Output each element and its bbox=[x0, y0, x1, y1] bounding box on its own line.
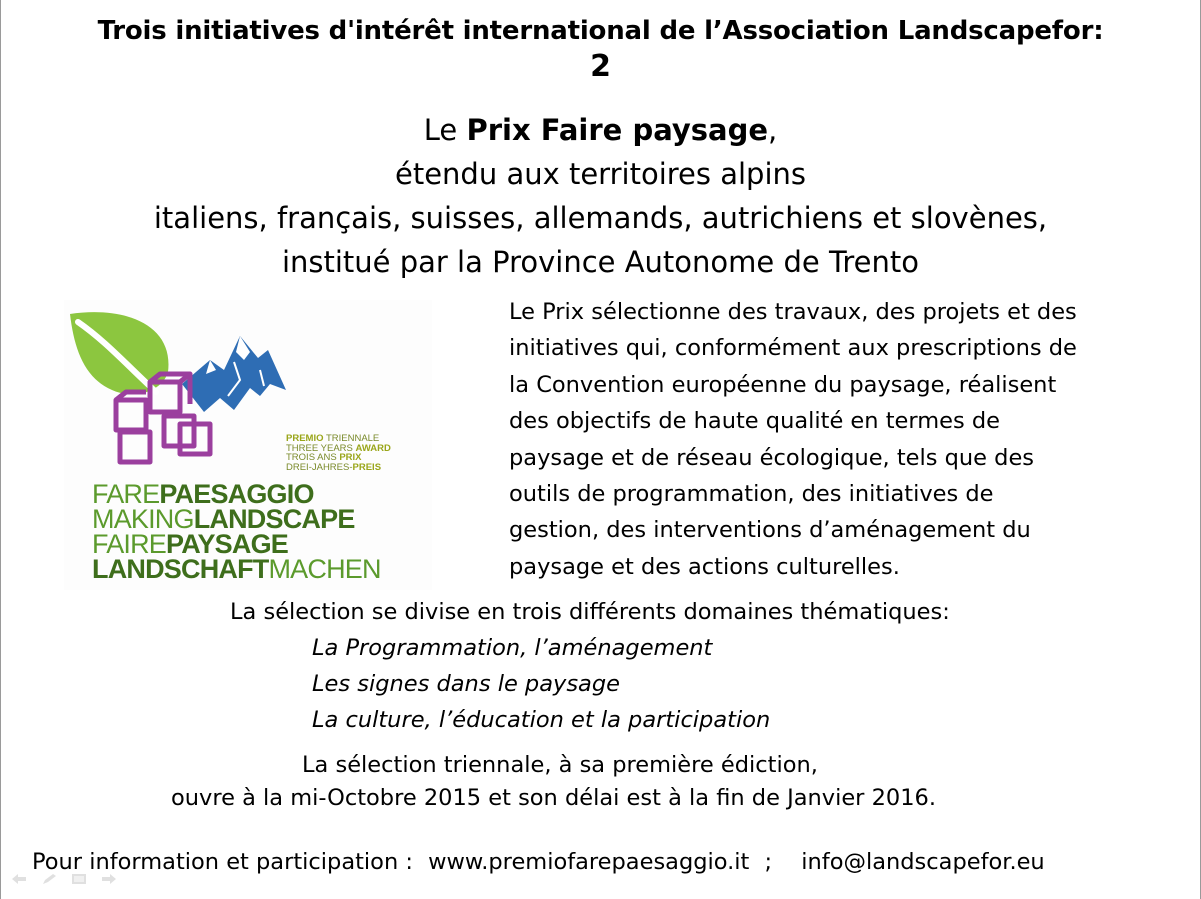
subtitle bbox=[0, 108, 1201, 284]
logo-line-2: MAKINGLANDSCAPE bbox=[92, 504, 355, 534]
subtitle-line-4: institué par la Province Autonome de Trento bbox=[281, 245, 920, 279]
description-line: initiatives qui, conformément aux prescriptions de bbox=[509, 335, 1077, 362]
subtitle-suffix: , bbox=[768, 113, 778, 147]
description-line: gestion, des interventions d’aménagement du bbox=[509, 517, 1031, 544]
pen-icon[interactable] bbox=[40, 872, 58, 886]
triennial-line-2: ouvre à la mi-Octobre 2015 et son délai est à la fin de Janvier 2016. bbox=[171, 785, 936, 811]
slide-title bbox=[0, 14, 1201, 86]
subtitle-line-3: italiens, français, suisses, allemands, autrichiens et slovènes, bbox=[153, 201, 1048, 235]
description-line: Le Prix sélectionne des travaux, des projets et des bbox=[509, 299, 1077, 325]
menu-icon[interactable] bbox=[70, 872, 88, 886]
domain-item: Les signes dans le paysage bbox=[312, 671, 620, 697]
arrow-right-icon[interactable] bbox=[100, 872, 118, 886]
description-line: outils de programmation, des initiatives de bbox=[509, 481, 994, 508]
domain-item: La culture, l’éducation et la participation bbox=[312, 707, 771, 733]
selection-intro: La sélection se divise en trois différents domaines thématiques: bbox=[230, 599, 950, 625]
fare-paesaggio-logo bbox=[64, 300, 432, 590]
description-line: la Convention européenne du paysage, réalisent bbox=[509, 371, 1057, 398]
contact-separator: ; bbox=[764, 849, 773, 875]
arrow-left-icon[interactable] bbox=[10, 872, 28, 886]
logo-line-1: FAREPAESAGGIO bbox=[92, 479, 314, 509]
contact-line bbox=[32, 845, 1053, 879]
description-line: des objectifs de haute qualité en termes de bbox=[509, 408, 1000, 435]
thematic-domains-list bbox=[312, 630, 770, 738]
title-number: 2 bbox=[590, 49, 611, 84]
award-label: PREMIO TRIENNALE THREE YEARS AWARD TROIS ANS PRIX DREI-JAHRES-PREIS bbox=[286, 433, 391, 473]
triennial-line-1: La sélection triennale, à sa première édiction, bbox=[302, 752, 818, 778]
prize-name: Prix Faire paysage bbox=[466, 113, 769, 147]
subtitle-prefix: Le bbox=[423, 113, 467, 147]
logo-wordmark bbox=[92, 479, 381, 584]
subtitle-line-1 bbox=[0, 108, 1201, 152]
subtitle-line-2: étendu aux territoires alpins bbox=[395, 157, 806, 191]
slideshow-nav-controls bbox=[10, 872, 118, 886]
email-link[interactable]: info@landscapefor.eu bbox=[801, 849, 1045, 875]
domain-item: La Programmation, l’aménagement bbox=[312, 635, 713, 661]
mountain-icon bbox=[182, 336, 286, 412]
title-line: Trois initiatives d'intérêt international de l’Association Landscapefor: bbox=[97, 16, 1104, 46]
logo-line-3: FAIREPAYSAGE bbox=[92, 529, 288, 559]
website-link[interactable]: www.premiofarepaesaggio.it bbox=[428, 849, 750, 875]
description-paragraph bbox=[509, 294, 1149, 585]
description-line: paysage et de réseau écologique, tels que des bbox=[509, 444, 1035, 471]
description-line: paysage et des actions culturelles. bbox=[509, 553, 900, 580]
logo-line-4: LANDSCHAFTMACHEN bbox=[92, 554, 381, 584]
contact-label: Pour information et participation : bbox=[32, 849, 413, 875]
triennial-info bbox=[0, 749, 1201, 815]
